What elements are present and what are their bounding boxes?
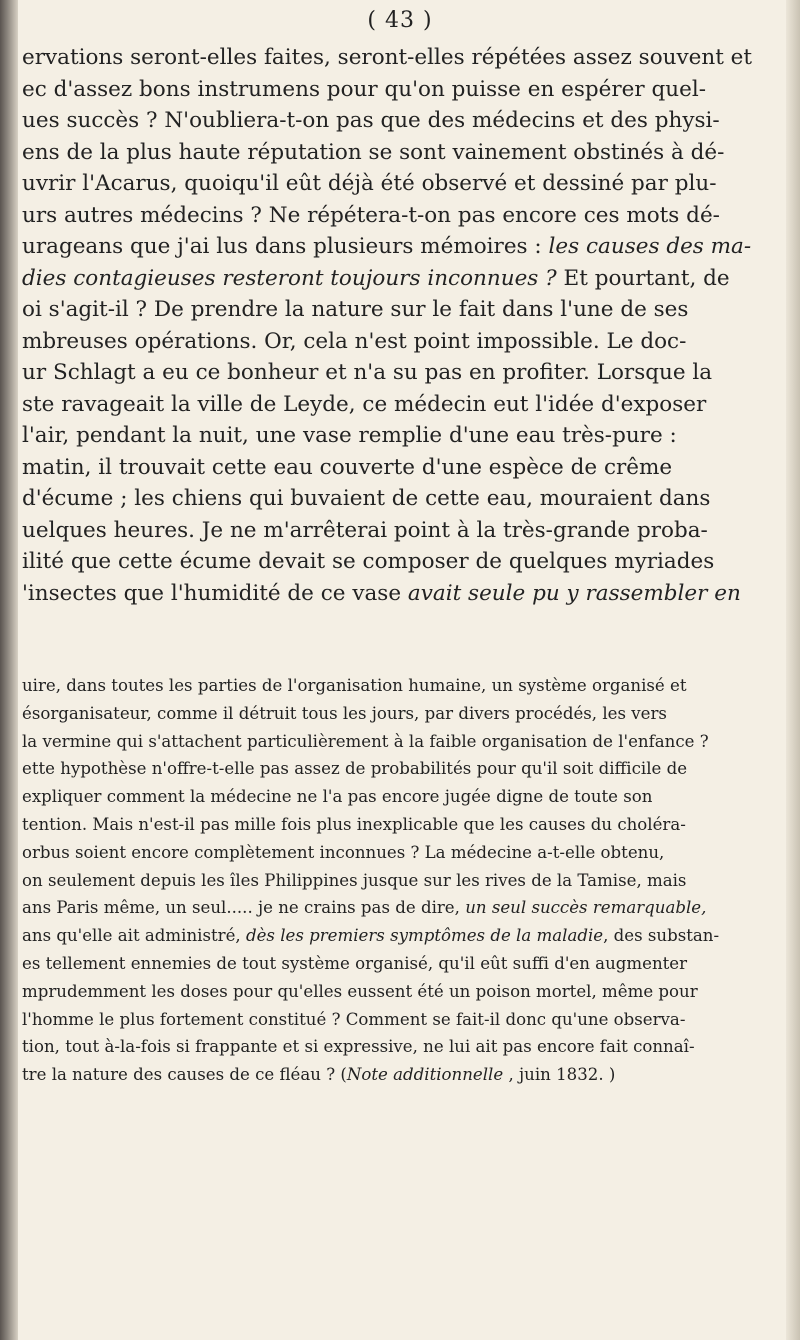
footnote-text xyxy=(22,672,784,1089)
main-line: ec d'assez bons instrumens pour qu'on puisse en espérer quel- xyxy=(22,76,706,102)
main-line: ens de la plus haute réputation se sont vainement obstinés à dé- xyxy=(22,139,725,165)
main-line: ur Schlagt a eu ce bonheur et n'a su pas en profiter. Lorsque la xyxy=(22,360,713,385)
main-line-italic: avait seule pu y rassembler en xyxy=(407,580,741,606)
note-line-roman: ans Paris même, un seul..... je ne crains pas de dire, xyxy=(22,898,460,918)
main-line-roman: Et pourtant, de xyxy=(563,265,730,291)
main-line-roman: urageans que j'ai lus dans plusieurs mémoires : xyxy=(22,234,542,259)
main-line: l'air, pendant la nuit, une vase remplie d'une eau très-pure : xyxy=(22,423,677,448)
main-line: d'écume ; les chiens qui buvaient de cette eau, mouraient dans xyxy=(22,486,711,511)
note-line-italic: Note additionnelle xyxy=(346,1065,504,1085)
main-line-italic: dies contagieuses resteront toujours inconnues ? xyxy=(22,265,557,291)
note-line: orbus soient encore complètement inconnues ? La médecine a-t-elle obtenu, xyxy=(22,842,665,862)
main-line: oi s'agit-il ? De prendre la nature sur le fait dans l'une de ses xyxy=(22,297,689,322)
note-line xyxy=(22,1061,784,1089)
note-line: ette hypothèse n'offre-t-elle pas assez de probabilités pour qu'il soit difficile de xyxy=(22,759,688,779)
page-number: ( 43 ) xyxy=(367,8,433,33)
main-line xyxy=(22,231,784,263)
note-line-italic: dès les premiers symptômes de la maladie xyxy=(245,926,604,946)
main-line-roman: 'insectes que l'humidité de ce vase xyxy=(22,580,402,606)
note-line: mprudemment les doses pour qu'elles eussent été un poison mortel, même pour xyxy=(22,981,698,1001)
note-line: tention. Mais n'est-il pas mille fois plus inexplicable que les causes du choléra- xyxy=(22,814,686,834)
note-line: ésorganisateur, comme il détruit tous les jours, par divers procédés, les vers xyxy=(22,703,667,723)
main-line-italic: les causes des ma- xyxy=(548,234,752,259)
page-right-edge xyxy=(786,0,800,1340)
main-line: ues succès ? N'oubliera-t-on pas que des médecins et des physi- xyxy=(22,108,720,133)
note-line-roman: , des substan- xyxy=(603,926,720,946)
main-line: uelques heures. Je ne m'arrêterai point à la très-grande proba- xyxy=(22,517,708,543)
note-line-italic: un seul succès remarquable, xyxy=(465,898,707,918)
note-line-roman: ans qu'elle ait administré, xyxy=(22,926,241,946)
note-line: uire, dans toutes les parties de l'organisation humaine, un système organisé et xyxy=(22,676,687,695)
note-line: es tellement ennemies de tout système organisé, qu'il eût suffi d'en augmenter xyxy=(22,953,688,973)
note-line: tion, tout à-la-fois si frappante et si expressive, ne lui ait pas encore fait connaî- xyxy=(22,1037,695,1057)
main-line: ervations seront-elles faites, seront-elles répétées assez souvent et xyxy=(22,45,753,70)
main-line: matin, il trouvait cette eau couverte d'une espèce de crême xyxy=(22,454,673,480)
note-line-roman: , juin 1832. ) xyxy=(508,1065,616,1085)
main-line xyxy=(22,263,784,295)
note-line xyxy=(22,922,784,950)
main-line: ste ravageait la ville de Leyde, ce médecin eut l'idée d'exposer xyxy=(22,391,707,417)
main-line: mbreuses opérations. Or, cela n'est point impossible. Le doc- xyxy=(22,328,687,354)
note-line xyxy=(22,894,784,922)
main-line xyxy=(22,578,784,610)
note-line: l'homme le plus fortement constitué ? Comment se fait-il donc qu'une observa- xyxy=(22,1009,686,1029)
note-line-roman: tre la nature des causes de ce fléau ? ( xyxy=(22,1065,347,1085)
main-line: urs autres médecins ? Ne répétera-t-on pas encore ces mots dé- xyxy=(22,202,720,228)
main-line: uvrir l'Acarus, quoiqu'il eût déjà été observé et dessiné par plu- xyxy=(22,171,717,196)
main-text xyxy=(22,42,784,609)
note-line: expliquer comment la médecine ne l'a pas encore jugée digne de toute son xyxy=(22,787,653,807)
binding-edge xyxy=(0,0,18,1340)
note-line: la vermine qui s'attachent particulièrement à la faible organisation de l'enfance ? xyxy=(22,731,709,751)
main-line: ilité que cette écume devait se composer de quelques myriades xyxy=(22,549,715,574)
note-line: on seulement depuis les îles Philippines jusque sur les rives de la Tamise, mais xyxy=(22,870,687,890)
